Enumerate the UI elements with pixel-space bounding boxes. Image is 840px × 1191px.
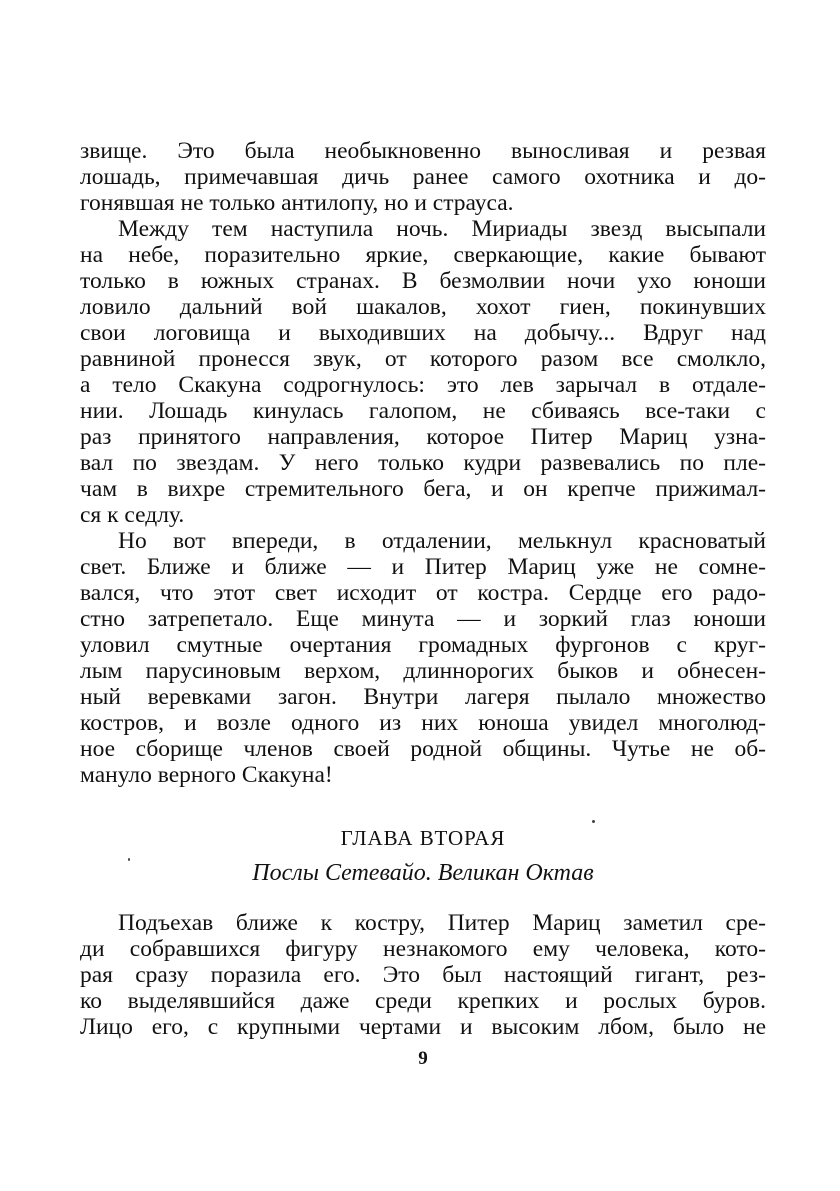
text-line: вался, что этот свет исходит от костра. Сердце его радо-	[80, 580, 766, 606]
paragraph-2	[80, 216, 766, 528]
text-line: а тело Скакуна содрогнулось: это лев зарычал в отдале-	[80, 372, 766, 398]
chapter-subtitle: Послы Сетевайо. Великан Октав	[252, 860, 594, 886]
text-line: стно затрепетало. Еще минута — и зоркий глаз юноши	[80, 606, 766, 632]
text-line: Но вот впереди, в отдалении, мелькнул красноватый	[118, 528, 766, 554]
text-line: свет. Ближе и ближе — и Питер Мариц уже не сомне-	[80, 554, 766, 580]
paragraph-3	[80, 528, 766, 788]
text-line: только в южных странах. В безмолвии ночи ухо юноши	[80, 268, 766, 294]
print-speck	[128, 858, 130, 861]
text-line: раз принятого направления, которое Питер Мариц узна-	[80, 424, 766, 450]
chapter-heading: ГЛАВА ВТОРАЯ	[340, 826, 506, 850]
text-line: рая сразу поразила его. Это был настоящий гигант, рез-	[80, 962, 766, 988]
page-number: 9	[418, 1048, 428, 1069]
text-line: Лицо его, с крупными чертами и высоким лбом, было не	[80, 1014, 766, 1040]
text-line: нии. Лошадь кинулась галопом, не сбиваясь все-таки с	[80, 398, 766, 424]
text-line: лым парусиновым верхом, длиннорогих быков и обнесен-	[80, 658, 766, 684]
text-line: лошадь, примечавшая дичь ранее самого охотника и до-	[80, 164, 766, 190]
text-line: равниной пронесся звук, от которого разом все смолкло,	[80, 346, 766, 372]
text-line: уловил смутные очертания громадных фургонов с круг-	[80, 632, 766, 658]
text-line: ди собравшихся фигуру незнакомого ему человека, кото-	[80, 936, 766, 962]
text-line: костров, и возле одного из них юноша увидел многолюд-	[80, 710, 766, 736]
text-line: ко выделявшийся даже среди крепких и рослых буров.	[80, 988, 766, 1014]
text-line: ся к седлу.	[80, 502, 185, 528]
text-line: Подъехав ближе к костру, Питер Мариц заметил сре-	[118, 910, 766, 936]
text-line: ный веревками загон. Внутри лагеря пылало множество	[80, 684, 766, 710]
text-line: свои логовища и выходивших на добычу... Вдруг над	[80, 320, 766, 346]
text-line: вал по звездам. У него только кудри развевались по пле-	[80, 450, 766, 476]
text-line: мануло верного Скакуна!	[80, 762, 333, 788]
text-line: чам в вихре стремительного бега, и он крепче прижимал-	[80, 476, 766, 502]
text-line: на небе, поразительно яркие, сверкающие, какие бывают	[80, 242, 766, 268]
text-line: Между тем наступила ночь. Мириады звезд высыпали	[118, 216, 766, 242]
text-line: звище. Это была необыкновенно выносливая и резвая	[80, 138, 766, 164]
text-line: ловило дальний вой шакалов, хохот гиен, покинувших	[80, 294, 766, 320]
paragraph-1	[80, 138, 766, 216]
text-line: гонявшая не только антилопу, но и страуса.	[80, 190, 514, 216]
paragraph-4	[80, 910, 766, 1040]
text-line: ное сборище членов своей родной общины. Чутье не об-	[80, 736, 766, 762]
print-speck	[592, 820, 595, 823]
